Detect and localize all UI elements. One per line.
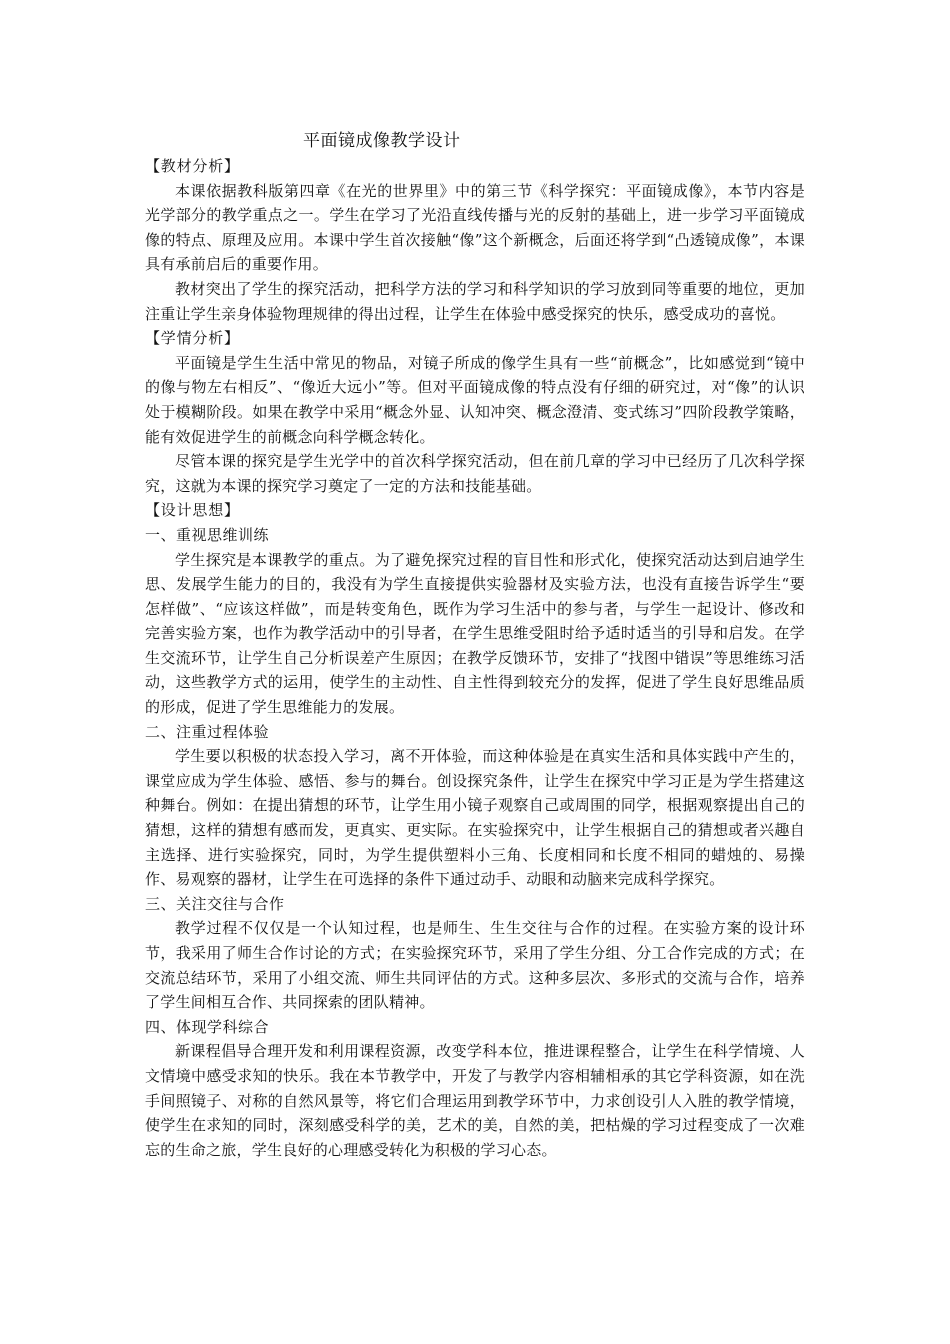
document-body xyxy=(145,128,805,1162)
paragraph: 学生探究是本课教学的重点。为了避免探究过程的盲目性和形式化，使探究活动达到启迪学生思、发展学生能力的目的，我没有为学生直接提供实验器材及实验方法，也没有直接告诉学生“要怎样做”、“应该这样做”，而是转变角色，既作为学习生活中的参与者，与学生一起设计、修改和完善实验方案，也作为教学活动中的引导者，在学生思维受阻时给予适时适当的引导和启发。在学生交流环节，让学生自己分析误差产生原因；在教学反馈环节，安排了“找图中错误”等思维练习活动，这些教学方式的运用，使学生的主动性、自主性得到较充分的发挥，促进了学生良好思维品质的形成，促进了学生思维能力的发展。 xyxy=(145,550,805,717)
section-student-analysis xyxy=(145,326,805,498)
document-title: 平面镜成像教学设计 xyxy=(303,131,461,151)
section-heading: 【学情分析】 xyxy=(145,329,240,348)
paragraph: 尽管本课的探究是学生光学中的首次科学探究活动，但在前几章的学习中已经历了几次科学探究，这就为本课的探究学习奠定了一定的方法和技能基础。 xyxy=(145,452,805,495)
paragraph: 新课程倡导合理开发和利用课程资源，改变学科本位，推进课程整合，让学生在科学情境、人文情境中感受求知的快乐。我在本节教学中，开发了与教学内容相辅相承的其它学科资源，如在洗手间照镜子、对称的自然风景等，将它们合理运用到教学环节中，力求创设引人入胜的教学情境，使学生在求知的同时，深刻感受科学的美，艺术的美，自然的美，把枯燥的学习过程变成了一次难忘的生命之旅，学生良好的心理感受转化为积极的学习心态。 xyxy=(145,1042,805,1159)
paragraph: 教材突出了学生的探究活动，把科学方法的学习和科学知识的学习放到同等重要的地位，更加注重让学生亲身体验物理规律的得出过程，让学生在体验中感受探究的快乐，感受成功的喜悦。 xyxy=(145,279,805,323)
subsection-heading: 一、重视思维训练 xyxy=(145,525,270,544)
paragraph: 本课依据教科版第四章《在光的世界里》中的第三节《科学探究：平面镜成像》，本节内容是光学部分的教学重点之一。学生在学习了光沿直线传播与光的反射的基础上，进一步学习平面镜成像的特点、原理及应用。本课中学生首次接触“像”这个新概念，后面还将学到“凸透镜成像”，本课具有承前启后的重要作用。 xyxy=(145,181,805,274)
section-textbook-analysis xyxy=(145,154,805,326)
section-design-ideas xyxy=(145,498,805,1162)
subsection-heading: 四、体现学科综合 xyxy=(145,1017,270,1036)
paragraph: 学生要以积极的状态投入学习，离不开体验，而这种体验是在真实生活和具体实践中产生的，课堂应成为学生体验、感悟、参与的舞台。创设探究条件，让学生在探究中学习正是为学生搭建这种舞台。例如：在提出猜想的环节，让学生用小镜子观察自己或周围的同学，根据观察提出自己的猜想，这样的猜想有感而发，更真实、更实际。在实验探究中，让学生根据自己的猜想或者兴趣自主选择、进行实验探究，同时，为学生提供塑料小三角、长度相同和长度不相同的蜡烛的、易操作、易观察的器材，让学生在可选择的条件下通过动手、动眼和动脑来完成科学探究。 xyxy=(145,747,805,889)
paragraph: 平面镜是学生生活中常见的物品，对镜子所成的像学生具有一些“前概念”，比如感觉到“镜中的像与物左右相反”、“像近大远小”等。但对平面镜成像的特点没有仔细的研究过，对“像”的认识处于模糊阶段。如果在教学中采用“概念外显、认知冲突、概念澄清、变式练习”四阶段教学策略，能有效促进学生的前概念向科学概念转化。 xyxy=(145,353,805,446)
section-heading: 【设计思想】 xyxy=(145,501,240,520)
paragraph: 教学过程不仅仅是一个认知过程，也是师生、生生交往与合作的过程。在实验方案的设计环节，我采用了师生合作讨论的方式；在实验探究环节，采用了学生分组、分工合作完成的方式；在交流总结环节，采用了小组交流、师生共同评估的方式。这种多层次、多形式的交流与合作，培养了学生间相互合作、共同探索的团队精神。 xyxy=(145,919,805,1012)
subsection-heading: 三、关注交往与合作 xyxy=(145,894,285,913)
subsection-heading: 二、注重过程体验 xyxy=(145,722,270,741)
section-heading: 【教材分析】 xyxy=(145,157,240,175)
